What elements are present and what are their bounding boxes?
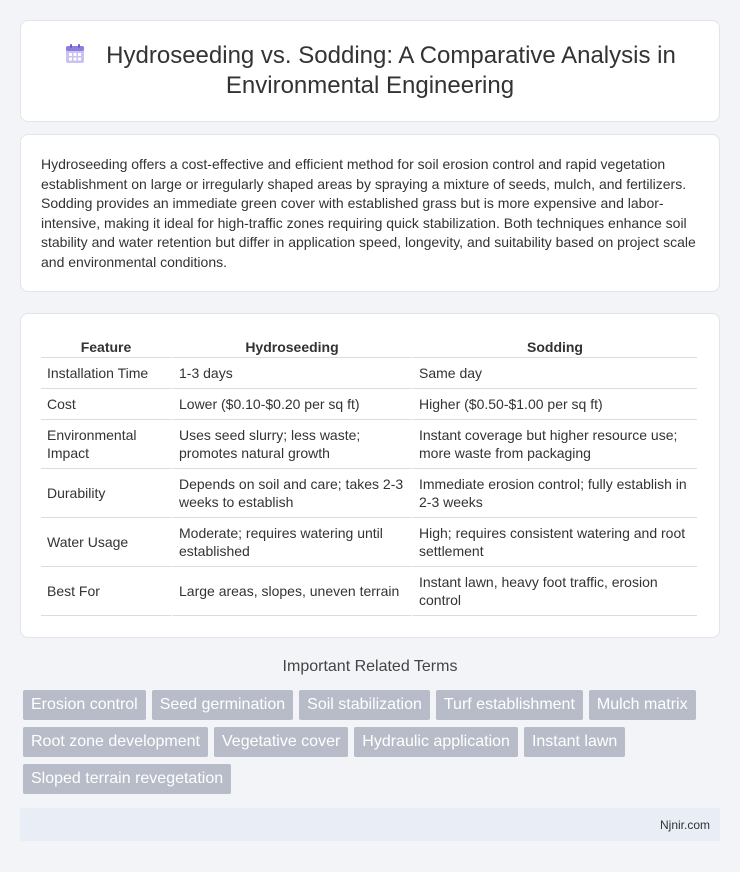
table-cell: Depends on soil and care; takes 2-3 weeks to establish bbox=[171, 469, 411, 518]
page-title bbox=[61, 41, 679, 101]
table-row bbox=[41, 567, 697, 616]
table-cell: Lower ($0.10-$0.20 per sq ft) bbox=[171, 389, 411, 420]
table-row bbox=[41, 420, 697, 469]
summary-text: Hydroseeding offers a cost-effective and efficient method for soil erosion control and rapid vegetation establishment on large or irregularly shaped areas by spraying a mixture of seeds, mulch, and fertilizers. Sodding provides an immediate green cover with established grass but is more expensive and labor-intensive, making it ideal for high-traffic zones requiring quick stabilization. Both techniques enhance soil stability and water retention but differ in application speed, longevity, and suitability based on project scale and environmental conditions. bbox=[41, 156, 696, 270]
table-cell: Higher ($0.50-$1.00 per sq ft) bbox=[411, 389, 697, 420]
comparison-table-card bbox=[20, 313, 720, 638]
table-cell: Best For bbox=[41, 567, 171, 616]
table-cell: Same day bbox=[411, 358, 697, 389]
footer bbox=[20, 808, 720, 841]
comparison-table bbox=[41, 334, 697, 616]
tag-soil-stabilization[interactable]: Soil stabilization bbox=[299, 690, 430, 720]
table-cell: Instant lawn, heavy foot traffic, erosion control bbox=[411, 567, 697, 616]
table-cell: Durability bbox=[41, 469, 171, 518]
table-cell: Instant coverage but higher resource use; more waste from packaging bbox=[411, 420, 697, 469]
table-cell: Uses seed slurry; less waste; promotes natural growth bbox=[171, 420, 411, 469]
tag-instant-lawn[interactable]: Instant lawn bbox=[524, 727, 625, 757]
footer-site-link[interactable]: Njnir.com bbox=[659, 818, 710, 832]
table-row bbox=[41, 469, 697, 518]
table-cell: Cost bbox=[41, 389, 171, 420]
related-terms-title: Important Related Terms bbox=[282, 658, 458, 675]
tag-vegetative-cover[interactable]: Vegetative cover bbox=[214, 727, 348, 757]
table-header-row bbox=[41, 334, 697, 358]
table-cell: Moderate; requires watering until established bbox=[171, 518, 411, 567]
table-row bbox=[41, 358, 697, 389]
table-cell: High; requires consistent watering and root settlement bbox=[411, 518, 697, 567]
table-row bbox=[41, 518, 697, 567]
table-cell: Environmental Impact bbox=[41, 420, 171, 469]
calendar-icon bbox=[64, 43, 86, 65]
tag-mulch-matrix[interactable]: Mulch matrix bbox=[589, 690, 696, 720]
table-cell: 1-3 days bbox=[171, 358, 411, 389]
tag-erosion-control[interactable]: Erosion control bbox=[23, 690, 146, 720]
page-title-text: Hydroseeding vs. Sodding: A Comparative Analysis in Environmental Engineering bbox=[106, 42, 676, 99]
tag-sloped-terrain-revegetation[interactable]: Sloped terrain revegetation bbox=[23, 764, 231, 794]
table-cell: Installation Time bbox=[41, 358, 171, 389]
table-row bbox=[41, 389, 697, 420]
header-sodding: Sodding bbox=[411, 334, 697, 358]
tag-hydraulic-application[interactable]: Hydraulic application bbox=[354, 727, 518, 757]
table-cell: Large areas, slopes, uneven terrain bbox=[171, 567, 411, 616]
header-feature: Feature bbox=[41, 334, 171, 358]
tag-root-zone-development[interactable]: Root zone development bbox=[23, 727, 208, 757]
table-cell: Immediate erosion control; fully establish in 2-3 weeks bbox=[411, 469, 697, 518]
related-terms-list bbox=[23, 690, 723, 794]
table-cell: Water Usage bbox=[41, 518, 171, 567]
tag-seed-germination[interactable]: Seed germination bbox=[152, 690, 293, 720]
summary-card bbox=[20, 134, 720, 292]
header-hydroseeding: Hydroseeding bbox=[171, 334, 411, 358]
title-card bbox=[20, 20, 720, 122]
tag-turf-establishment[interactable]: Turf establishment bbox=[436, 690, 583, 720]
